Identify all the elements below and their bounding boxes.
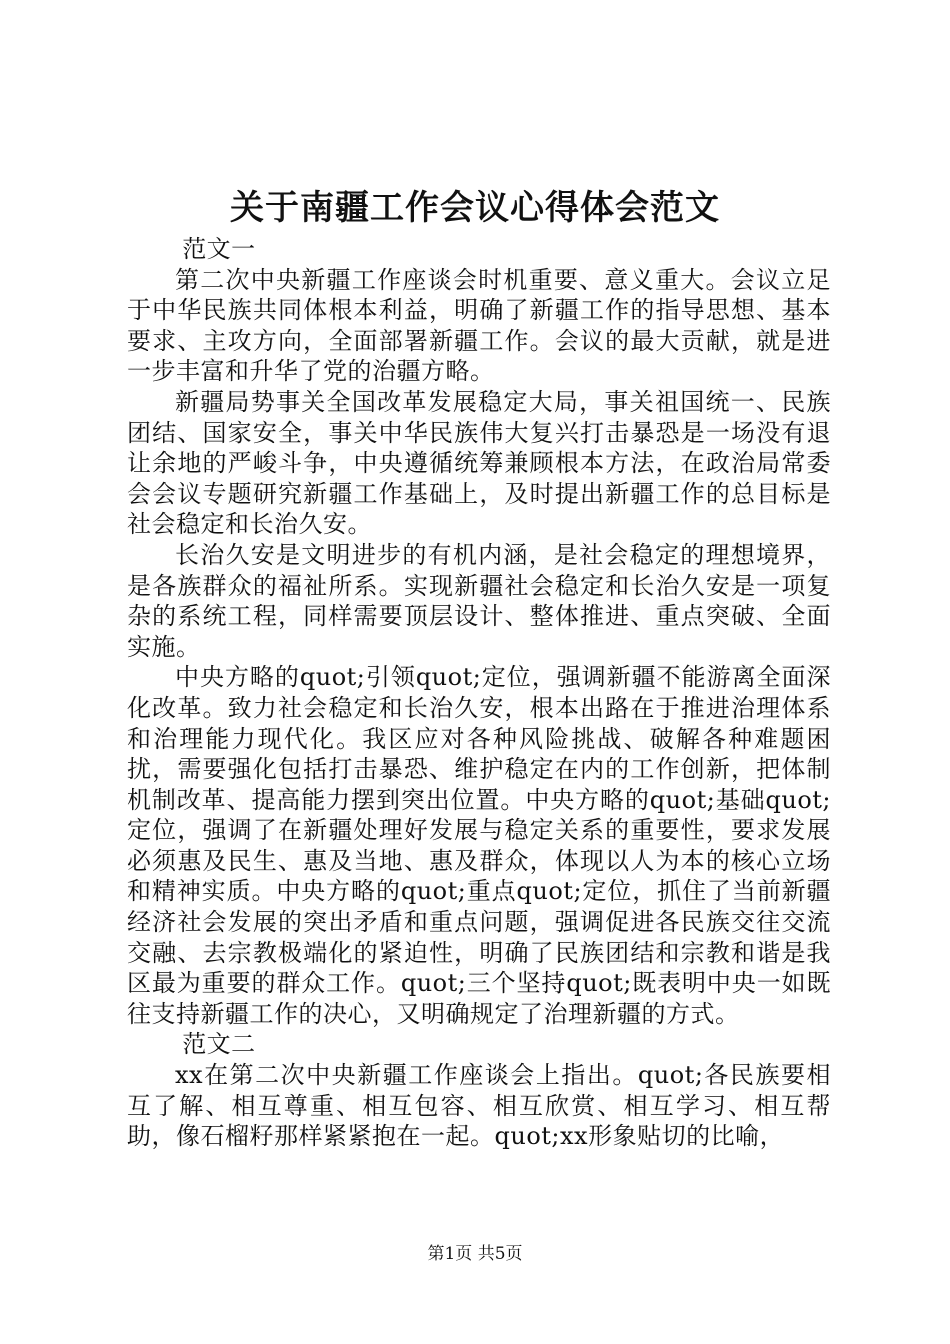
body-paragraph: 长治久安是文明进步的有机内涵，是社会稳定的理想境界，是各族群众的福祉所系。实现新疆社会稳定和长治久安是一项复杂的系统工程，同样需要顶层设计、整体推进、重点突破、全面实施。: [127, 540, 831, 661]
document-body: [127, 234, 831, 1152]
page-footer: 第1页 共5页: [427, 1244, 523, 1264]
body-paragraph: 第二次中央新疆工作座谈会时机重要、意义重大。会议立足于中华民族共同体根本利益，明确了新疆工作的指导思想、基本要求、主攻方向，全面部署新疆工作。会议的最大贡献，就是进一步丰富和升华了党的治疆方略。: [127, 265, 831, 386]
section-heading: 范文一: [182, 235, 256, 263]
body-paragraph: xx在第二次中央新疆工作座谈会上指出。quot;各民族要相互了解、相互尊重、相互包容、相互欣赏、相互学习、相互帮助，像石榴籽那样紧紧抱在一起。quot;xx形象贴切的比喻，: [127, 1061, 831, 1151]
document-title: 关于南疆工作会议心得体会范文: [230, 188, 720, 228]
body-paragraph: 新疆局势事关全国改革发展稳定大局，事关祖国统一、民族团结、国家安全，事关中华民族伟大复兴打击暴恐是一场没有退让余地的严峻斗争，中央遵循统筹兼顾根本方法，在政治局常委会会议专题研究新疆工作基础上，及时提出新疆工作的总目标是社会稳定和长治久安。: [127, 387, 831, 539]
section-heading: 范文二: [182, 1030, 256, 1059]
body-paragraph: 中央方略的quot;引领quot;定位，强调新疆不能游离全面深化改革。致力社会稳定和长治久安，根本出路在于推进治理体系和治理能力现代化。我区应对各种风险挑战、破解各种难题困扰，需要强化包括打击暴恐、维护稳定在内的工作创新，把体制机制改革、提高能力摆到突出位置。中央方略的quot;基础quot;定位，强调了在新疆处理好发展与稳定关系的重要性，要求发展必须惠及民生、惠及当地、惠及群众，体现以人为本的核心立场和精神实质。中央方略的quot;重点quot;定位，抓住了当前新疆经济社会发展的突出矛盾和重点问题，强调促进各民族交往交流交融、去宗教极端化的紧迫性，明确了民族团结和宗教和谐是我区最为重要的群众工作。quot;三个坚持quot;既表明中央一如既往支持新疆工作的决心，又明确规定了治理新疆的方式。: [127, 663, 831, 1028]
